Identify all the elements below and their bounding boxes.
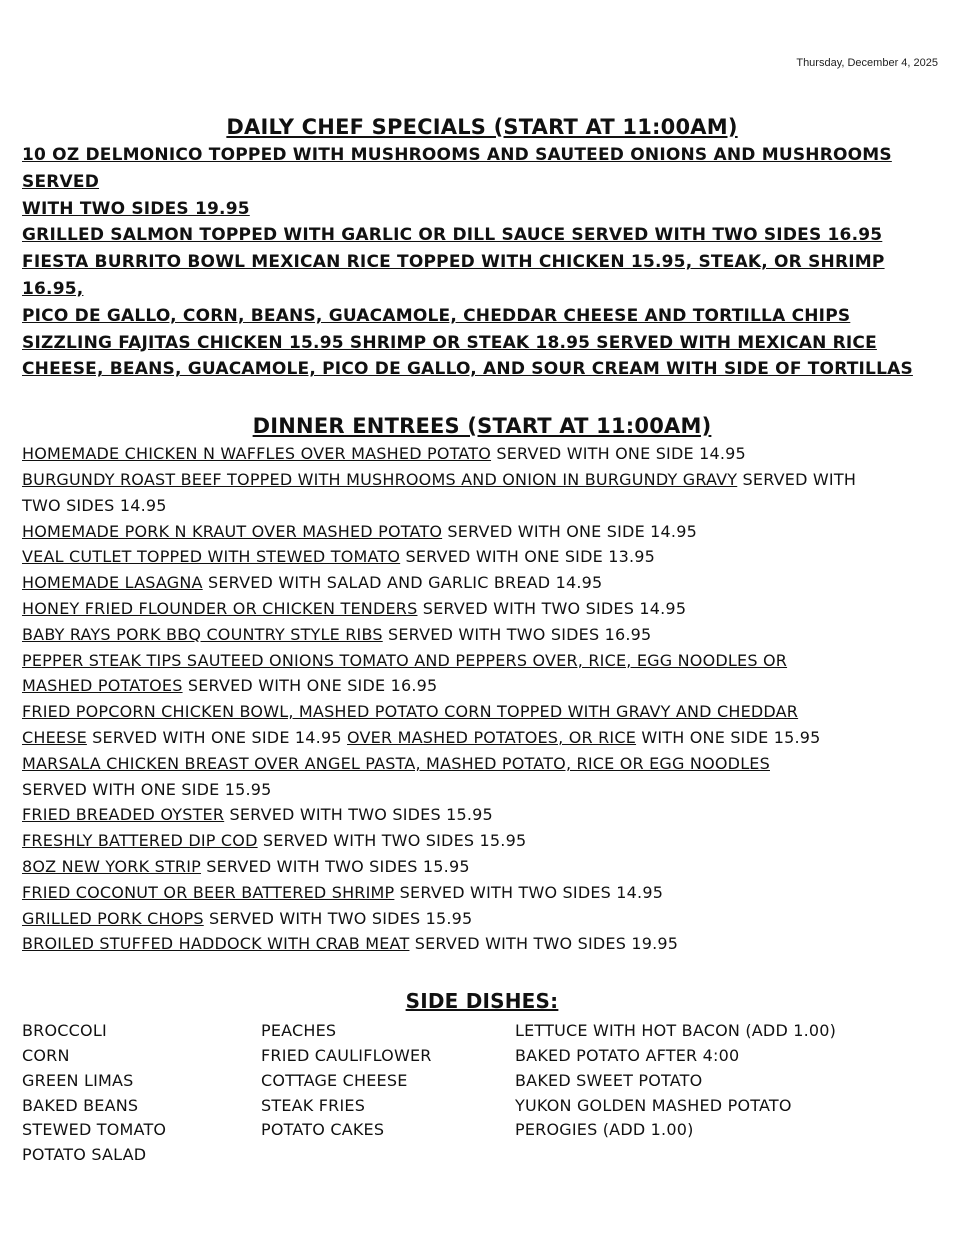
sides-column-2: [261, 1019, 515, 1168]
entree-line: [22, 699, 942, 725]
entree-line: [22, 467, 942, 493]
special-line: SIZZLING FAJITAS CHICKEN 15.95 SHRIMP OR STEAK 18.95 SERVED WITH MEXICAN RICE: [22, 332, 877, 353]
entree-line: [22, 441, 942, 467]
entree-line: [22, 648, 942, 674]
side-dish-item: COTTAGE CHEESE: [261, 1070, 408, 1090]
entree-dish: FRIED COCONUT OR BEER BATTERED SHRIMP: [22, 882, 395, 902]
entree-detail: SERVED WITH: [737, 469, 857, 489]
entree-line: [22, 544, 942, 570]
date-header: Thursday, December 4, 2025: [796, 57, 938, 69]
entree-detail: SERVED WITH ONE SIDE 13.95: [400, 547, 656, 567]
entree-dish: OVER MASHED POTATOES, OR RICE: [347, 727, 637, 747]
side-dish-item: FRIED CAULIFLOWER: [261, 1045, 432, 1065]
entree-detail: SERVED WITH TWO SIDES 16.95: [382, 624, 652, 644]
entree-line: [22, 931, 942, 957]
sides-column-3: [515, 1019, 935, 1168]
side-dish-item: STEAK FRIES: [261, 1095, 366, 1115]
entree-line: [22, 854, 942, 880]
entree-dish: FRIED POPCORN CHICKEN BOWL, MASHED POTATO CORN TOPPED WITH GRAVY AND CHEDDAR: [22, 702, 799, 722]
entree-dish: FRIED BREADED OYSTER: [22, 805, 225, 825]
sides-title: SIDE DISHES:: [405, 989, 559, 1014]
sides-column-1: [22, 1019, 261, 1168]
side-dish-item: LETTUCE WITH HOT BACON (ADD 1.00): [515, 1021, 837, 1041]
side-dish-item: BAKED BEANS: [22, 1095, 139, 1115]
entree-detail: SERVED WITH TWO SIDES 15.95: [201, 856, 470, 876]
entree-line: [22, 828, 942, 854]
entree-detail: SERVED WITH TWO SIDES 15.95: [203, 908, 473, 928]
special-line: WITH TWO SIDES 19.95: [22, 198, 250, 219]
entree-dish: BROILED STUFFED HADDOCK WITH CRAB MEAT: [22, 934, 410, 954]
entree-dish: BABY RAYS PORK BBQ COUNTRY STYLE RIBS: [22, 624, 383, 644]
entree-detail: SERVED WITH TWO SIDES 19.95: [409, 934, 679, 954]
entree-line: [22, 622, 942, 648]
special-line: CHEESE, BEANS, GUACAMOLE, PICO DE GALLO, AND SOUR CREAM WITH SIDE OF TORTILLAS: [22, 359, 913, 380]
entree-line: [22, 725, 942, 751]
entree-detail: SERVED WITH ONE SIDE 16.95: [182, 676, 438, 696]
side-dish-item: CORN: [22, 1045, 70, 1065]
entree-dish: 8OZ NEW YORK STRIP: [22, 856, 202, 876]
menu-document: [22, 112, 942, 1168]
entree-detail: WITH ONE SIDE 15.95: [636, 727, 821, 747]
sides-grid: [22, 1019, 942, 1168]
side-dish-item: PEROGIES (ADD 1.00): [515, 1120, 694, 1140]
entree-detail: SERVED WITH TWO SIDES 14.95: [394, 882, 664, 902]
entree-dish: VEAL CUTLET TOPPED WITH STEWED TOMATO: [22, 547, 401, 567]
entree-detail: SERVED WITH ONE SIDE 14.95: [86, 727, 348, 747]
side-dish-item: BROCCOLI: [22, 1021, 107, 1041]
entree-line: [22, 570, 942, 596]
entree-line: [22, 493, 942, 519]
entree-line: [22, 880, 942, 906]
entree-dish: PEPPER STEAK TIPS SAUTEED ONIONS TOMATO AND PEPPERS OVER, RICE, EGG NOODLES OR: [22, 650, 788, 670]
entree-line: [22, 777, 942, 803]
entree-line: [22, 519, 942, 545]
side-dish-item: STEWED TOMATO: [22, 1120, 167, 1140]
entree-dish: GRILLED PORK CHOPS: [22, 908, 204, 928]
entree-detail: SERVED WITH ONE SIDE 14.95: [442, 521, 697, 541]
entree-line: [22, 906, 942, 932]
specials-title: DAILY CHEF SPECIALS (START AT 11:00AM): [226, 115, 738, 139]
specials-list: [22, 142, 942, 383]
special-line: PICO DE GALLO, CORN, BEANS, GUACAMOLE, CHEDDAR CHEESE AND TORTILLA CHIPS: [22, 305, 851, 326]
entree-dish: HOMEMADE PORK N KRAUT OVER MASHED POTATO: [22, 521, 443, 541]
entree-line: [22, 673, 942, 699]
entree-line: [22, 596, 942, 622]
entree-line: [22, 751, 942, 777]
entree-detail: SERVED WITH ONE SIDE 14.95: [491, 444, 746, 464]
special-line: GRILLED SALMON TOPPED WITH GARLIC OR DILL SAUCE SERVED WITH TWO SIDES 16.95: [22, 225, 883, 246]
side-dish-item: PEACHES: [261, 1021, 337, 1041]
entree-dish: CHEESE: [22, 727, 87, 747]
side-dish-item: POTATO SALAD: [22, 1145, 147, 1165]
entree-detail: SERVED WITH SALAD AND GARLIC BREAD 14.95: [202, 573, 603, 593]
entree-dish: HONEY FRIED FLOUNDER OR CHICKEN TENDERS: [22, 598, 418, 618]
entree-dish: BURGUNDY ROAST BEEF TOPPED WITH MUSHROOMS AND ONION IN BURGUNDY GRAVY: [22, 469, 738, 489]
side-dish-item: POTATO CAKES: [261, 1120, 385, 1140]
entree-detail: SERVED WITH TWO SIDES 15.95: [257, 831, 527, 851]
entrees-title: DINNER ENTREES (START AT 11:00AM): [252, 414, 712, 439]
entree-dish: MASHED POTATOES: [22, 676, 183, 696]
entree-detail: SERVED WITH ONE SIDE 15.95: [22, 779, 272, 799]
side-dish-item: GREEN LIMAS: [22, 1070, 134, 1090]
special-line: FIESTA BURRITO BOWL MEXICAN RICE TOPPED WITH CHICKEN 15.95, STEAK, OR SHRIMP 16.95,: [22, 252, 885, 299]
side-dish-item: YUKON GOLDEN MASHED POTATO: [515, 1095, 792, 1115]
entree-detail: TWO SIDES 14.95: [22, 495, 167, 515]
entree-line: [22, 802, 942, 828]
side-dish-item: BAKED POTATO AFTER 4:00: [515, 1045, 740, 1065]
entree-dish: HOMEMADE LASAGNA: [22, 573, 203, 593]
entree-detail: SERVED WITH TWO SIDES 15.95: [224, 805, 493, 825]
entrees-list: [22, 441, 942, 957]
side-dish-item: BAKED SWEET POTATO: [515, 1070, 703, 1090]
entree-dish: HOMEMADE CHICKEN N WAFFLES OVER MASHED POTATO: [22, 444, 492, 464]
special-line: 10 OZ DELMONICO TOPPED WITH MUSHROOMS AND SAUTEED ONIONS AND MUSHROOMS SERVED: [22, 145, 892, 192]
entree-dish: FRESHLY BATTERED DIP COD: [22, 831, 258, 851]
entree-dish: MARSALA CHICKEN BREAST OVER ANGEL PASTA, MASHED POTATO, RICE OR EGG NOODLES: [22, 753, 770, 773]
entree-detail: SERVED WITH TWO SIDES 14.95: [417, 598, 687, 618]
